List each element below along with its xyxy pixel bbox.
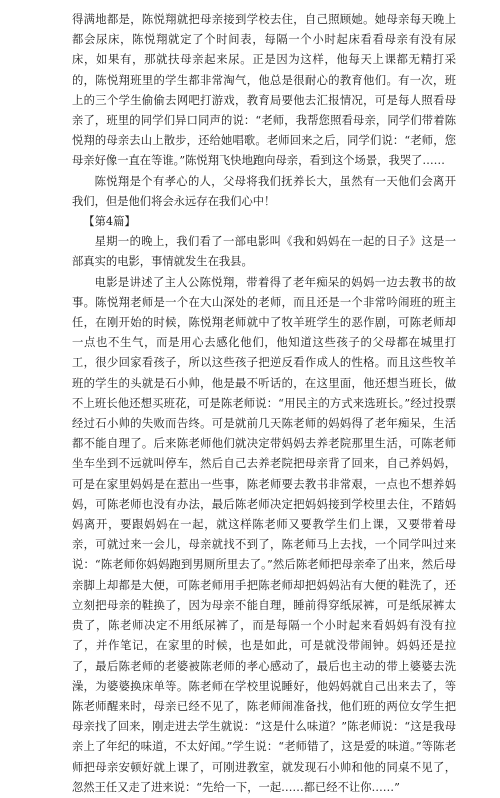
section-heading: 【第4篇】: [83, 215, 136, 229]
paragraph-4: 电影是讲述了主人公陈悦翔，带着得了老年痴呆的妈妈一边去教书的故事。陈悦翔老师是一个在大山深处的老师，而且还是一个非常吟闹班的班主任，在刚开始的时候，陈悦翔老师就中了牧羊班学生的恶作剧，可陈老师却一点也不生气，而是用心去感化他们，他知道这些孩子的父母都在城里打工，很少回家看孩子，所以这些孩子把逆反看作成人的性格。而且这些牧羊班的学生的头就是石小帅，他是最不听话的，在这里面，他还想当班长，做不上班长他还想买班花，可是陈老师说：“用民主的方式来选班长。”经过投票经过石小帅的失败而告终。可是就前几天陈老师的妈妈得了老年痴呆，生活都不能自理了。后来陈老师他们就决定带妈妈去养老院那里生活，可陈老师坐车坐到不远就叫停车，然后自己去养老院把母亲背了回来，自己养妈妈，可是在家里妈妈是在惹出一些事，陈老师要去教书非常艰，一点也不想养妈妈，可陈老师也没有办法，最后陈老师决定把妈妈接到学校里去住，不踏妈妈离开，要跟妈妈在一起，就这样陈老师又要教学生们上课，又要带着母亲，可就过来一会儿，母亲就找不到了，陈老师马上去找，一个同学叫过来说：“陈老师你妈妈跑到男厕所里去了。”然后陈老师把母亲牵了出来，然后母亲脚上却都是大便，可陈老师用手把陈老师却把妈妈沾有大便的鞋洗了，还立刻把母亲的鞋换了，因为母亲不能自理，睡前得穿纸尿裤，可是纸尿裤太贵了，陈老师决定不用纸尿裤了，而是每隔一个小时起来看妈妈有没有拉了，并作笔记，在家里的时候，也是如此，可是就没带闹钟。妈妈还是拉了，最后陈老师的老婆被陈老师的孝心感动了，最后也主动的带上婆婆去洗澡，为婆婆换床单等。陈老师在学校里说睡好，他妈妈就自己出来去了，等陈老师醒来时，母亲已经不见了，陈老师闹准备找，他们班的两位女学生把母亲找了回来，刚走进去学生就说：“这是什么味道？”陈老师说：“这是我母亲上了年纪的味道，不太好闻。”学生说：“老师错了，这是爱的味道。”等陈老师把母亲安顿好就上课了，可刚进教室，就发现石小帅和他的同桌不见了，忽然王任又走了进来说：“先给一下，一起……都已经不让你……”: [72, 275, 456, 794]
paragraph-3: 星期一的晚上，我们看了一部电影叫《我和妈妈在一起的日子》这是一部真实的电影，事情就发生在我县。: [72, 235, 456, 269]
paragraph-2: 陈悦翔是个有孝心的人，父母将我们抚养长大，虽然有一天他们会离开我们，但是他们将会永远存在我们心中！: [72, 174, 456, 208]
paragraph-1: 得满地都是，陈悦翔就把母亲接到学校去住，自己照顾她。她母亲每天晚上都会尿床，陈悦翔就定了个时间表，每隔一个小时起床看看母亲有没有尿床，如果有，那就扶母亲起来尿。正是因为这样，他每天上课都无精打采的，陈悦翔班里的学生都非常淘气，他总是很耐心的教育他们。有一次，班上的三个学生偷偷去网吧打游戏，教育局要他去汇报情况，可是每人照看母亲了，班里的同学们异口同声的说：“老师，我帮您照看母亲，同学们带着陈悦翔的母亲去山上散步，还给她唱歌。老师回来之后，同学们说：“老师，您母亲好像一直在等谁。”陈悦翔飞快地跑向母亲，看到这个场景，我哭了……: [72, 13, 456, 168]
